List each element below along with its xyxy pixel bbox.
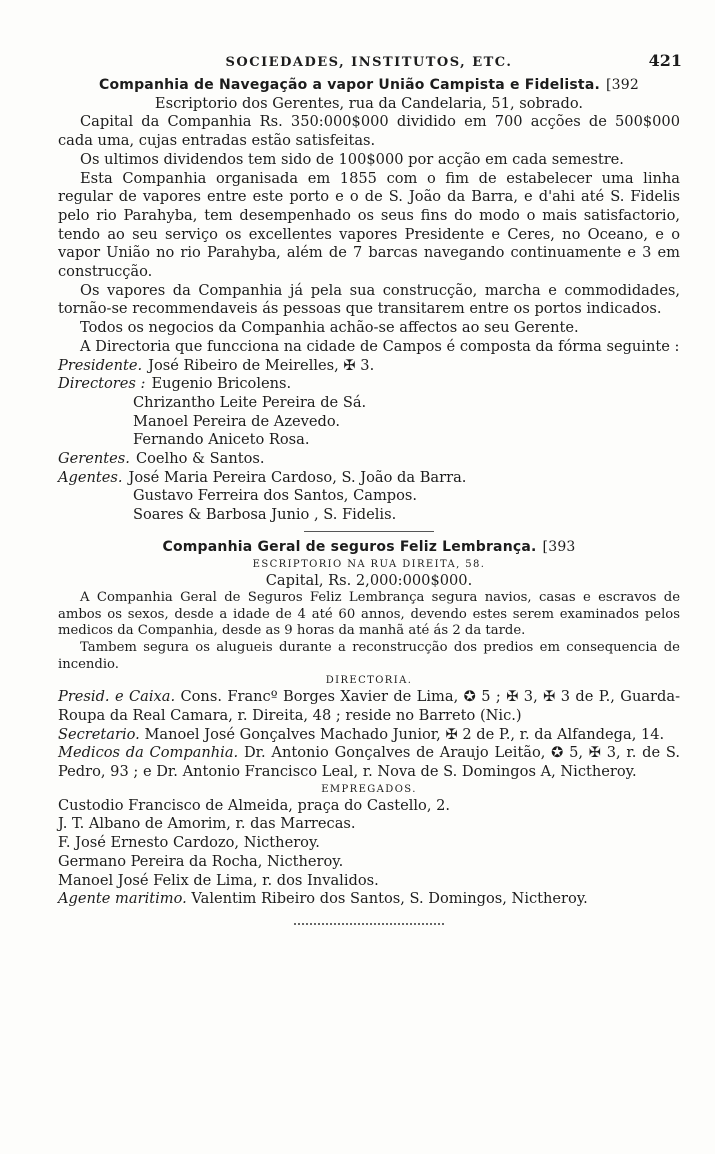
entry-392-history: Esta Companhia organisada em 1855 com o fim de estabelecer uma linha regular de vapores entre este porto e o de S. João da Barra, e d'ahi até S. Fidelis pelo rio Parahyba, tem desempenhado os seus fins do modo o mais satisfactorio, tendo ao seu serviço os excellentes vapores Presidente e Ceres, no Oceano, e o vapor União no rio Parahyba, além de 7 barcas navegando continuamente e 3 em construcção. [58, 169, 680, 281]
president-treasurer [58, 688, 680, 725]
entry-393-fire-insurance: Tambem segura os alugueis durante a reconstrucção dos predios em consequencia de incendio. [58, 640, 680, 672]
entry-393-office: ESCRIPTORIO NA RUA DIREITA, 58. [252, 558, 486, 570]
entry-392-dividends: Os ultimos dividendos tem sido de 100$000 por acção em cada semestre. [80, 150, 624, 168]
directors-row [58, 375, 680, 394]
entry-title-text: Companhia de Navegação a vapor União Campista e Fidelista. [99, 77, 600, 93]
entry-392-vessels: Os vapores da Companhia já pela sua construcção, marcha e commodidades, tornão-se recommendaveis ás pessoas que transitarem entre os portos indicados. [58, 281, 680, 318]
end-divider [294, 923, 444, 925]
employee-entry: Manoel José Felix de Lima, r. dos Invalidos. [58, 871, 379, 889]
director-name: Eugenio Bricolens. [151, 375, 292, 393]
president-treasurer-label: Presid. e Caixa. [58, 688, 176, 706]
director-name: Fernando Aniceto Rosa. [133, 431, 310, 449]
maritime-agent [58, 890, 680, 909]
director-name: Chrizantho Leite Pereira de Sá. [133, 393, 367, 411]
book-page [58, 51, 682, 931]
director-name: Manoel Pereira de Azevedo. [133, 412, 341, 430]
running-title: SOCIEDADES, INSTITUTOS, ETC. [225, 55, 513, 70]
employee-entry: Germano Pereira da Rocha, Nictheroy. [58, 852, 344, 870]
entry-392-capital: Capital da Companhia Rs. 350:000$000 dividido em 700 acções de 500$000 cada uma, cujas entradas estão satisfeitas. [58, 113, 680, 150]
entry-393-title [58, 538, 680, 557]
physicians [58, 744, 680, 781]
president-name: José Ribeiro de Meirelles, ✠ 3. [148, 356, 375, 374]
managers-row [58, 450, 680, 469]
board-heading: DIRECTORIA. [325, 675, 413, 687]
employees-heading: EMPREGADOS. [321, 783, 417, 795]
secretary [58, 726, 680, 745]
entry-392-office: Escriptorio dos Gerentes, rua da Candelaria, 51, sobrado. [154, 94, 584, 112]
employee-entry: Custodio Francisco de Almeida, praça do Castello, 2. [58, 796, 451, 814]
physicians-text: Dr. Antonio Gonçalves de Araujo Leitão, ✪ 5, ✠ 3, r. de S. Pedro, 93 ; e Dr. Antonio Francisco Leal, r. Nova de S. Domingos A, Nictheroy. [58, 744, 681, 781]
managers-name: Coelho & Santos. [135, 450, 265, 468]
entry-title-text: Companhia Geral de seguros Feliz Lembrança. [162, 538, 537, 555]
page-number: 421 [648, 51, 682, 70]
president-row [58, 357, 680, 376]
agents-row [58, 469, 680, 488]
entry-number: [392 [606, 77, 639, 93]
entry-393-capital: Capital, Rs. 2,000:000$000. [265, 571, 473, 589]
entry-392-board-intro: A Directoria que funcciona na cidade de Campos é composta da fórma seguinte : [80, 337, 680, 355]
president-treasurer-text: Cons. Francº Borges Xavier de Lima, ✪ 5 ; ✠ 3, ✠ 3 de P., Guarda-Roupa da Real Camara, r. Direita, 48 ; reside no Barreto (Nic.) [58, 688, 681, 724]
maritime-agent-label: Agente maritimo. [58, 890, 187, 908]
agent-name: Gustavo Ferreira dos Santos, Campos. [133, 487, 418, 505]
running-header [58, 51, 682, 76]
employee-entry: F. José Ernesto Cardozo, Nictheroy. [58, 834, 320, 852]
entry-392-title [58, 76, 680, 95]
managers-label: Gerentes. [58, 450, 130, 468]
president-label: Presidente. [58, 356, 143, 374]
agent-name: Soares & Barbosa Junio , S. Fidelis. [133, 506, 397, 524]
entry-392-business: Todos os negocios da Companhia achão-se affectos ao seu Gerente. [80, 319, 579, 337]
secretary-text: Manoel José Gonçalves Machado Junior, ✠ 2 de P., r. da Alfandega, 14. [144, 725, 665, 743]
entry-393-description: A Companhia Geral de Seguros Feliz Lembrança segura navios, casas e escravos de ambos os sexos, desde a idade de 4 até 60 annos, devendo estes serem examinados pelos medicos da Companhia, desde as 9 horas da manhã até ás 2 da tarde. [58, 590, 680, 639]
section-divider [304, 531, 434, 532]
agent-name: José Maria Pereira Cardoso, S. João da Barra. [128, 468, 467, 486]
physicians-label: Medicos da Companhia. [58, 744, 239, 762]
employee-entry: J. T. Albano de Amorim, r. das Marrecas. [58, 815, 356, 833]
agents-label: Agentes. [58, 468, 123, 486]
maritime-agent-name: Valentim Ribeiro dos Santos, S. Domingos, Nictheroy. [191, 890, 588, 908]
directors-label: Directores : [58, 375, 146, 393]
entry-number: [393 [542, 538, 576, 555]
secretary-label: Secretario. [58, 725, 140, 743]
